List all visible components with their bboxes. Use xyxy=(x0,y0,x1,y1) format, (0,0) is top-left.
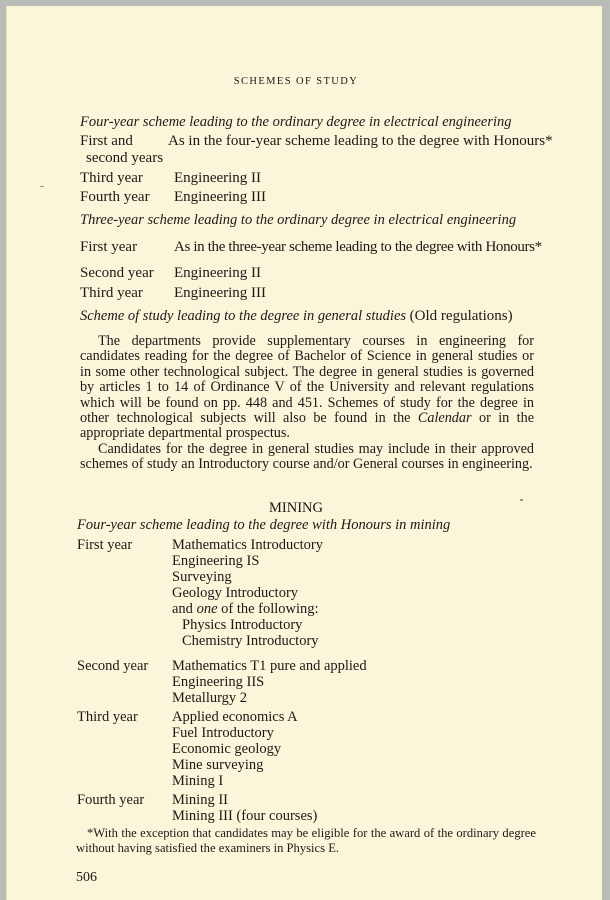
paragraph-text: or in the appropriate departmental prospectus. xyxy=(80,410,535,442)
year-label: First and xyxy=(80,133,133,149)
course-item: Geology Introductory xyxy=(172,585,299,601)
course-item: Mine surveying xyxy=(172,757,264,773)
course-item: Mining III (four courses) xyxy=(172,808,318,824)
course-item: Surveying xyxy=(172,569,232,585)
course-value: Engineering III xyxy=(174,285,267,301)
book-page xyxy=(6,6,602,900)
course-item: Mathematics Introductory xyxy=(172,537,323,553)
paragraph-text: The departments provide supplementary courses in engineering for candidates reading for the degree of Bachelor of Science in general studies or in some other technological subject. The degree in general studies is governed by articles 1 to 14 of Ordinance V of the University and relevant regulations which will be found on pp. 448 and 451. Schemes of study for the degree in other technological subjects will also be found in the xyxy=(80,333,534,427)
section-heading: Three-year scheme leading to the ordinary degree in electrical engineering xyxy=(80,212,517,228)
course-option: Physics Introductory xyxy=(182,617,303,633)
year-label: Fourth year xyxy=(77,792,145,808)
course-option: Chemistry Introductory xyxy=(182,633,319,649)
course-item: Engineering IS xyxy=(172,553,260,569)
course-value: Engineering II xyxy=(174,265,262,281)
course-item: Engineering IIS xyxy=(172,674,265,690)
paragraph: Candidates for the degree in general studies may include in their approved schemes of study an Introductory course and/or General courses in engineering. xyxy=(80,440,534,473)
choice-instruction: and one of the following: xyxy=(172,601,319,617)
general-studies-body xyxy=(80,334,534,473)
year-label-continuation: second years xyxy=(86,150,164,166)
section-heading: Four-year scheme leading to the ordinary degree in electrical engineering xyxy=(80,114,512,130)
paragraph xyxy=(80,334,534,442)
course-value: As in the three-year scheme leading to the degree with Honours* xyxy=(174,239,542,255)
course-item: Mining II xyxy=(172,792,228,808)
year-label: First year xyxy=(80,239,138,255)
paper-speck xyxy=(40,186,44,187)
course-item: Metallurgy 2 xyxy=(172,690,248,706)
year-label: Second year xyxy=(80,265,154,281)
year-label: Third year xyxy=(80,285,143,301)
course-item: Economic geology xyxy=(172,741,282,757)
section-heading: Four-year scheme leading to the degree with Honours in mining xyxy=(77,517,451,533)
course-value: As in the four-year scheme leading to the degree with Honours* xyxy=(168,133,553,149)
mining-title: MINING xyxy=(269,500,323,516)
running-head: SCHEMES OF STUDY xyxy=(233,76,359,87)
year-label: Second year xyxy=(77,658,149,674)
course-item: Mining I xyxy=(172,773,224,789)
section-heading-note: (Old regulations) xyxy=(409,308,513,324)
course-item: Applied economics A xyxy=(172,709,298,725)
course-value: Engineering II xyxy=(174,170,262,186)
calendar-reference: Calendar xyxy=(417,410,472,427)
section-heading xyxy=(80,308,513,325)
course-item: Mathematics T1 pure and applied xyxy=(172,658,367,674)
page-number: 506 xyxy=(76,870,97,885)
year-label: Fourth year xyxy=(80,189,150,205)
section-heading-italic: Scheme of study leading to the degree in general studies xyxy=(80,308,407,324)
footnote-text: *With the exception that candidates may be eligible for the award of the ordinary degree without having satisfied the examiners in Physics E. xyxy=(76,826,536,855)
footnote xyxy=(76,826,536,856)
course-value: Engineering III xyxy=(174,189,267,205)
year-label: Third year xyxy=(77,709,138,725)
year-label: Third year xyxy=(80,170,143,186)
year-label: First year xyxy=(77,537,133,553)
course-item: Fuel Introductory xyxy=(172,725,274,741)
